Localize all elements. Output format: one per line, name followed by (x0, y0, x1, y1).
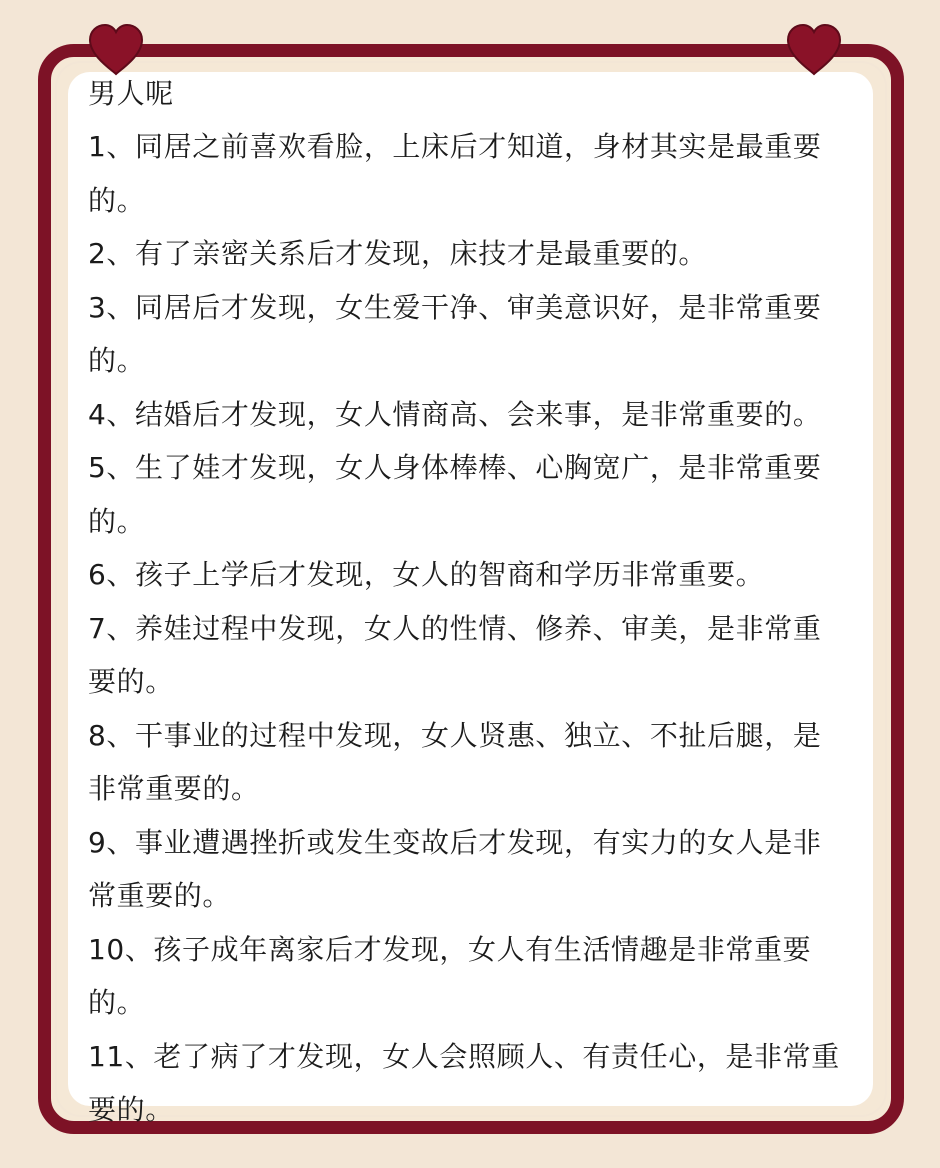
text-line: 的。 (88, 504, 146, 538)
text-line: 11、老了病了才发现，女人会照顾人、有责任心，是非常重 (88, 1039, 840, 1073)
text-line: 2、有了亲密关系后才发现，床技才是最重要的。 (88, 237, 708, 270)
heart-icon (784, 22, 844, 78)
article-body (88, 72, 858, 1137)
text-line: 9、事业遭遇挫折或发生变故后才发现，有实力的女人是非 (88, 825, 822, 859)
text-line: 6、孩子上学后才发现，女人的智商和学历非常重要。 (88, 558, 765, 591)
text-line: 要的。 (88, 1093, 174, 1126)
text-line: 8、干事业的过程中发现，女人贤惠、独立、不扯后腿，是 (88, 718, 822, 752)
text-line: 3、同居后才发现，女生爱干净、审美意识好，是非常重要 (88, 290, 822, 324)
text-line: 的。 (88, 986, 146, 1019)
text-line: 1、同居之前喜欢看脸，上床后才知道，身材其实是最重要 (88, 130, 822, 163)
heart-icon (86, 22, 146, 78)
text-line: 4、结婚后才发现，女人情商高、会来事，是非常重要的。 (88, 397, 822, 431)
text-line: 7、养娃过程中发现，女人的性情、修养、审美，是非常重 (88, 611, 822, 645)
text-line: 要的。 (88, 665, 174, 698)
heading: 男人呢 (88, 77, 174, 110)
text-line: 非常重要的。 (88, 772, 260, 805)
text-line: 常重要的。 (88, 879, 232, 912)
text-line: 的。 (88, 183, 146, 217)
text-line: 10、孩子成年离家后才发现，女人有生活情趣是非常重要 (88, 932, 812, 966)
text-line: 5、生了娃才发现，女人身体棒棒、心胸宽广，是非常重要 (88, 451, 822, 484)
text-line: 的。 (88, 344, 146, 377)
